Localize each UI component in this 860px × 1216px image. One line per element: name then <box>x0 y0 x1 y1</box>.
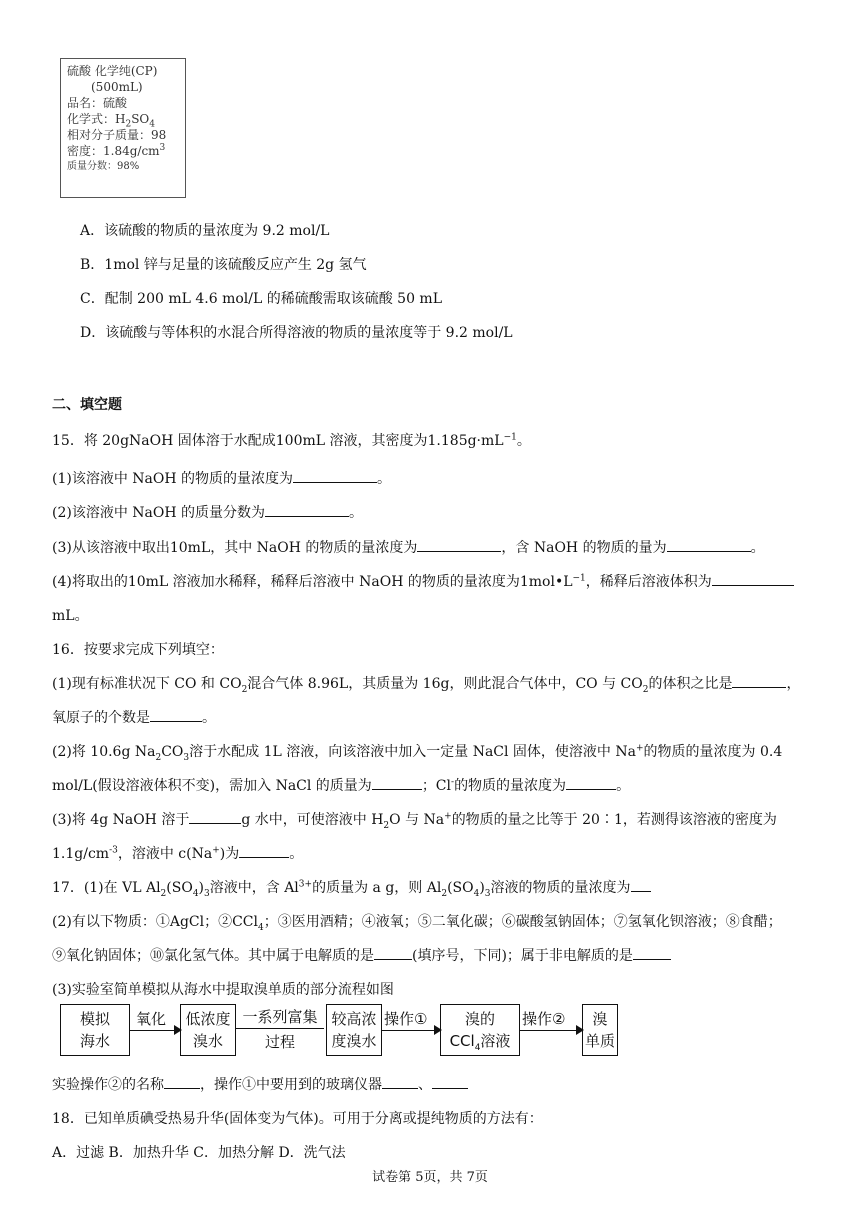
answer-blank <box>150 707 202 722</box>
label-line: 品名：硫酸 <box>67 96 128 110</box>
answer-blank <box>712 571 794 586</box>
flow-box-low-bromine: 低浓度 溴水 <box>180 1004 236 1056</box>
q18-options: A．过滤 B．加热升华 C．加热分解 D．洗气法 <box>52 1145 346 1161</box>
answer-blank <box>432 1074 468 1089</box>
answer-blank <box>566 775 616 790</box>
q18-stem: 18．已知单质碘受热易升华(固体变为气体)。可用于分离或提纯物质的方法有： <box>52 1111 543 1127</box>
flow-box-ccl4-solution: 溴的 CCl$_4$溶液 <box>440 1004 520 1056</box>
option-b: B．1mol 锌与足量的该硫酸反应产生 2g 氢气 <box>80 257 367 273</box>
page-footer: 试卷第 5页，共 7页 <box>372 1170 488 1185</box>
label-line: 密度：$1.84g/cm^3$ <box>67 143 166 158</box>
answer-blank <box>239 843 289 858</box>
label-line: 质量分数：98% <box>67 161 140 172</box>
answer-blank <box>374 945 412 960</box>
q15-part4-cont: mL。 <box>52 608 89 624</box>
q15-part3: (3)从该溶液中取出10mL，其中 NaOH 的物质的量浓度为 ，含 NaOH 的物质的量为 。 <box>52 537 765 557</box>
answer-blank <box>732 673 786 688</box>
option-d: D．该硫酸与等体积的水混合所得溶液的物质的量浓度等于 9.2 mol/L <box>80 325 513 341</box>
flow-box-bromine: 溴 单质 <box>582 1004 618 1056</box>
label-line: 化学式：$H_2SO_4$ <box>67 112 155 130</box>
q16-stem: 16．按要求完成下列填空： <box>52 642 224 658</box>
answer-blank <box>633 945 671 960</box>
label-line: 硫酸 化学纯(CP) <box>67 64 158 78</box>
section-title: 二、填空题 <box>52 397 122 413</box>
flow-box-high-bromine: 较高浓 度溴水 <box>326 1004 382 1056</box>
q16-part2-cont: mol/L(假设溶液体积不变)，需加入 NaCl 的质量为 ；Cl-的物质的量浓度为 。 <box>52 775 630 795</box>
q16-part3: (3)将 4g NaOH 溶于 g 水中，可使溶液中 $H_2O$ 与 Na+的物质的量之比等于 20∶1，若测得该溶液的密度为 <box>52 809 777 829</box>
flow-arrow <box>520 1030 582 1031</box>
answer-blank <box>372 775 422 790</box>
flow-arrow <box>382 1030 440 1031</box>
option-c: C．配制 200 mL 4.6 mol/L 的稀硫酸需取该硫酸 50 mL <box>80 291 443 307</box>
answer-blank <box>631 877 651 892</box>
flow-arrow-label: 操作① <box>384 1010 428 1028</box>
answer-blank <box>265 502 349 517</box>
q17-part4: 实验操作②的名称 ，操作①中要用到的玻璃仪器 、 <box>52 1074 468 1094</box>
q15-part2: (2)该溶液中 NaOH 的质量分数为 。 <box>52 502 363 522</box>
flow-enrich-process: 一系列富集 过程 <box>236 1004 324 1056</box>
reagent-label <box>60 58 186 198</box>
q17-part1: 17．(1)在 VL $Al_2(SO_4)_3$溶液中，含 $Al^{3+}$的质量为 a g，则 $Al_2(SO_4)_3$溶液的物质的量浓度为 <box>52 877 651 897</box>
q16-part3-cont: $1.1g/cm^{-3}$，溶液中 c(Na+)为 。 <box>52 843 303 863</box>
q15-stem: 15．将 20gNaOH 固体溶于水配成100mL 溶液，其密度为$1.185g\cdot mL^{-1}$。 <box>52 432 531 449</box>
answer-blank <box>382 1074 418 1089</box>
label-line: (500mL) <box>91 80 143 94</box>
label-line: 相对分子质量：98 <box>67 128 167 142</box>
answer-blank <box>189 809 241 824</box>
q15-part4: (4)将取出的10mL 溶液加水稀释，稀释后溶液中 NaOH 的物质的量浓度为$1mol•L^{-1}$，稀释后溶液体积为 <box>52 571 794 591</box>
flow-arrow-label: 氧化 <box>136 1010 167 1028</box>
answer-blank <box>667 537 751 552</box>
q17-part3: (3)实验室简单模拟从海水中提取溴单质的部分流程如图 <box>52 982 394 998</box>
flow-diagram <box>60 1004 620 1058</box>
q16-part1: (1)现有标准状况下 CO 和 $CO_2$混合气体 8.96L，其质量为 16g，则此混合气体中，CO 与 $CO_2$的体积之比是 ， <box>52 673 800 693</box>
q17-part2: (2)有以下物质：①AgCl；②CCl$_4$；③医用酒精；④液氧；⑤二氧化碳；⑥碳酸氢钠固体；⑦氢氧化钡溶液；⑧食醋； <box>52 914 782 933</box>
q17-part2-cont: ⑨氧化钠固体；⑩氯化氢气体。其中属于电解质的是 (填序号，下同)；属于非电解质的是 <box>52 945 671 965</box>
answer-blank <box>417 537 501 552</box>
flow-arrow <box>130 1030 180 1031</box>
answer-blank <box>164 1074 200 1089</box>
q16-part2: (2)将 10.6g $Na_2CO_3$溶于水配成 1L 溶液，向该溶液中加入一定量 NaCl 固体，使溶液中 Na+的物质的量浓度为 0.4 <box>52 743 783 763</box>
q15-part1: (1)该溶液中 NaOH 的物质的量浓度为 。 <box>52 468 391 488</box>
flow-box-seawater: 模拟 海水 <box>60 1004 130 1056</box>
q16-part1-cont: 氧原子的个数是 。 <box>52 707 216 727</box>
flow-arrow-label: 操作② <box>522 1010 566 1028</box>
answer-blank <box>293 468 377 483</box>
option-a: A．该硫酸的物质的量浓度为 9.2 mol/L <box>80 223 330 239</box>
